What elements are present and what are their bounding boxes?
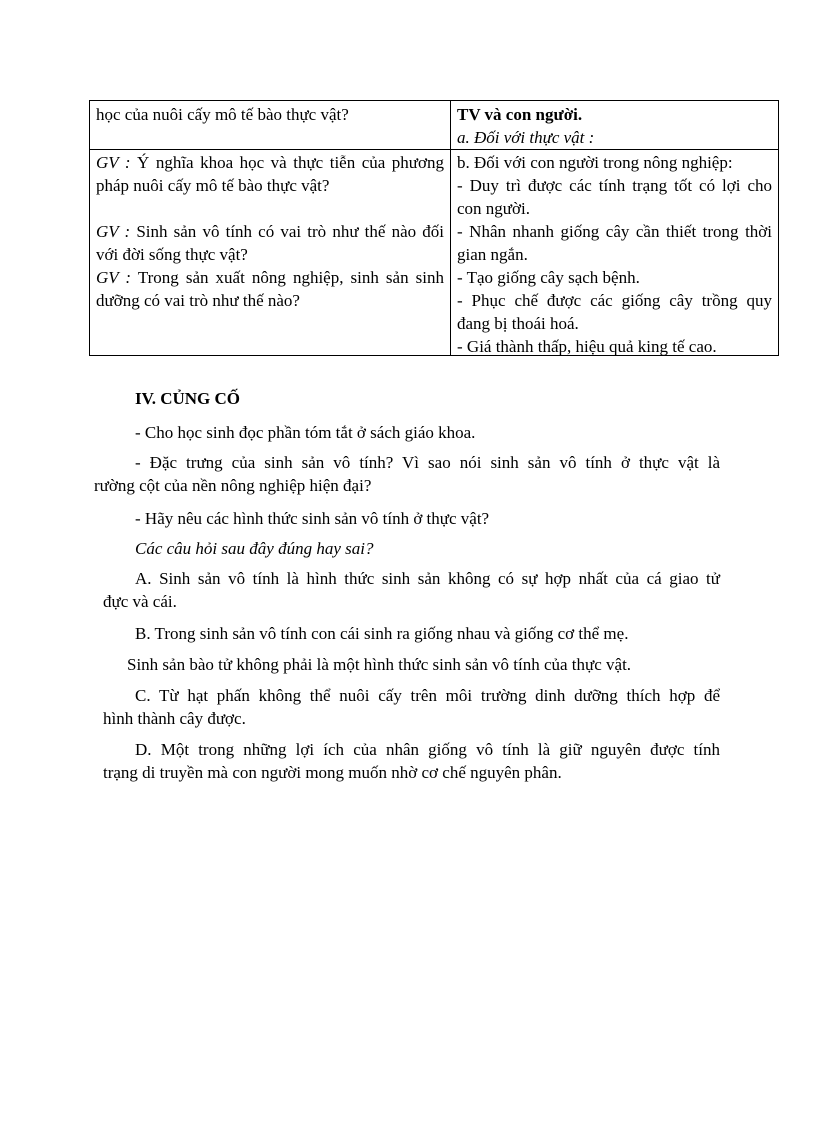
- question-d: D. Một trong những lợi ích của nhân giống vô tính là giữ nguyên được tính: [135, 740, 720, 759]
- question-a-continuation: đực và cái.: [103, 592, 177, 611]
- gv-label: GV :: [96, 222, 131, 241]
- question-a: A. Sinh sản vô tính là hình thức sinh sản không có sự hợp nhất của cá giao tử: [135, 569, 720, 588]
- answer-item: - Giá thành thấp, hiệu quả king tế cao.: [457, 337, 717, 356]
- answer-item: - Tạo giống cây sạch bệnh.: [457, 268, 640, 287]
- table-cell-row1-left: [90, 103, 450, 126]
- paragraph-continuation: rường cột của nền nông nghiệp hiện đại?: [94, 476, 372, 495]
- question-d-continuation: trạng di truyền mà con người mong muốn nhờ cơ chế nguyên phân.: [103, 763, 562, 782]
- cell-title: TV và con người.: [457, 105, 583, 124]
- question-text: Trong sản xuất nông nghiệp, sinh sản sinh dưỡng có vai trò như thế nào?: [96, 268, 444, 310]
- question-text: Sinh sản vô tính có vai trò như thế nào đối với đời sống thực vật?: [96, 222, 445, 264]
- teacher-question: [96, 151, 444, 197]
- table-cell-row1-right: [451, 103, 778, 149]
- answer-item: - Phục chế được các giống cây trồng quy đang bị thoái hoá.: [457, 291, 772, 333]
- answer-item: - Duy trì được các tính trạng tốt có lợi cho con người.: [457, 176, 772, 218]
- answer-heading: b. Đối với con người trong nông nghiệp:: [457, 153, 733, 172]
- table-cell-row2-left: [90, 151, 450, 312]
- section-heading: IV. CỦNG CỐ: [135, 389, 241, 408]
- question-text: Ý nghĩa khoa học và thực tiễn của phương pháp nuôi cấy mô tế bào thực vật?: [96, 153, 445, 195]
- question-intro: Các câu hỏi sau đây đúng hay sai?: [135, 539, 374, 558]
- paragraph: - Đặc trưng của sinh sản vô tính? Vì sao nói sinh sản vô tính ở thực vật là: [135, 453, 720, 472]
- teacher-question: [96, 266, 444, 312]
- row-divider: [90, 149, 778, 150]
- table-cell-row2-right: [451, 151, 778, 358]
- teacher-question: [96, 220, 444, 266]
- answer-item: - Nhân nhanh giống cây cần thiết trong thời gian ngắn.: [457, 222, 772, 264]
- cell-subtitle: a. Đối với thực vật :: [457, 128, 595, 147]
- statement-spore: Sinh sản bào tử không phải là một hình thức sinh sản vô tính của thực vật.: [127, 655, 632, 674]
- spacer: [96, 197, 444, 220]
- question-c-continuation: hình thành cây được.: [103, 709, 246, 728]
- question-b: B. Trong sinh sản vô tính con cái sinh ra giống nhau và giống cơ thể mẹ.: [135, 624, 629, 643]
- paragraph: - Hãy nêu các hình thức sinh sản vô tính ở thực vật?: [135, 509, 490, 528]
- question-c: C. Từ hạt phấn không thể nuôi cấy trên môi trường dinh dưỡng thích hợp để: [135, 686, 720, 705]
- gv-label: GV :: [96, 268, 132, 287]
- gv-label: GV :: [96, 153, 131, 172]
- paragraph: - Cho học sinh đọc phần tóm tắt ở sách giáo khoa.: [135, 423, 476, 442]
- lesson-table: [89, 100, 779, 356]
- cell-text: học của nuôi cấy mô tế bào thực vật?: [96, 105, 349, 124]
